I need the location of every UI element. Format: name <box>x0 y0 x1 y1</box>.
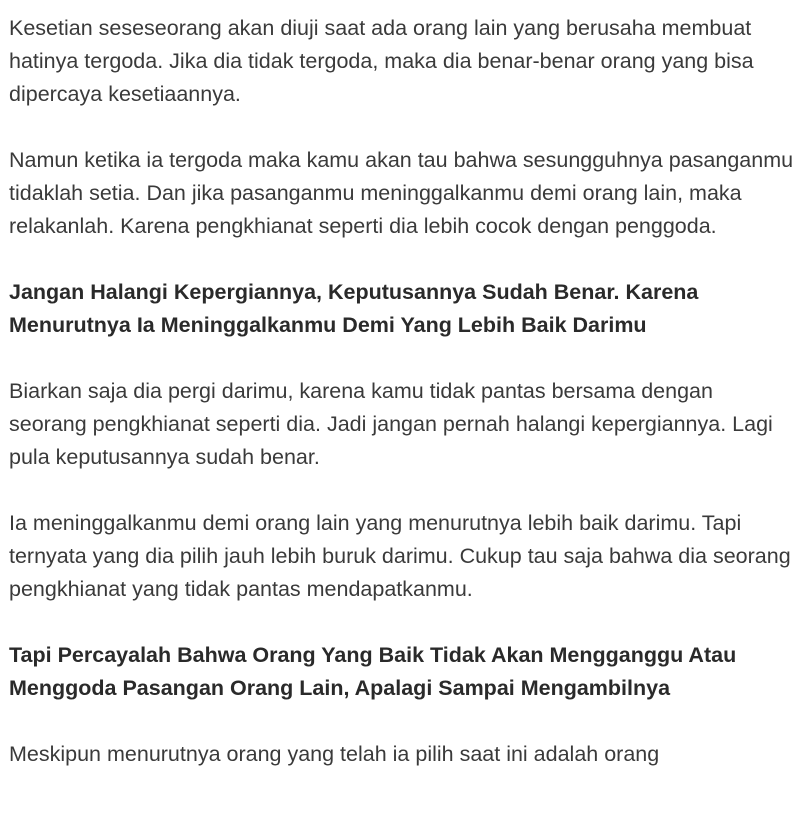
article-paragraph: Kesetian seseseorang akan diuji saat ada orang lain yang berusaha membuat hatinya tergoda. Jika dia tidak tergoda, maka dia benar-benar orang yang bisa dipercaya kesetiaannya. <box>9 16 754 106</box>
article-paragraph: Ia meninggalkanmu demi orang lain yang menurutnya lebih baik darimu. Tapi ternyata yang dia pilih jauh lebih buruk darimu. Cukup tau saja bahwa dia seorang pengkhianat yang tidak pantas mendapatkanmu. <box>9 511 791 601</box>
section-heading: Tapi Percayalah Bahwa Orang Yang Baik Tidak Akan Mengganggu Atau Menggoda Pasangan Orang Lain, Apalagi Sampai Mengambilnya <box>9 643 737 700</box>
article-paragraph: Biarkan saja dia pergi darimu, karena kamu tidak pantas bersama dengan seorang pengkhianat seperti dia. Jadi jangan pernah halangi kepergiannya. Lagi pula keputusannya sudah benar. <box>9 379 773 469</box>
article-body <box>9 12 794 804</box>
article-paragraph: Meskipun menurutnya orang yang telah ia pilih saat ini adalah orang <box>9 742 660 766</box>
article-paragraph: Namun ketika ia tergoda maka kamu akan tau bahwa sesungguhnya pasanganmu tidaklah setia. Dan jika pasanganmu meninggalkanmu demi orang lain, maka relakanlah. Karena pengkhianat seperti dia lebih cocok dengan penggoda. <box>9 148 794 238</box>
section-heading: Jangan Halangi Kepergiannya, Keputusannya Sudah Benar. Karena Menurutnya Ia Meninggalkanmu Demi Yang Lebih Baik Darimu <box>9 280 699 337</box>
